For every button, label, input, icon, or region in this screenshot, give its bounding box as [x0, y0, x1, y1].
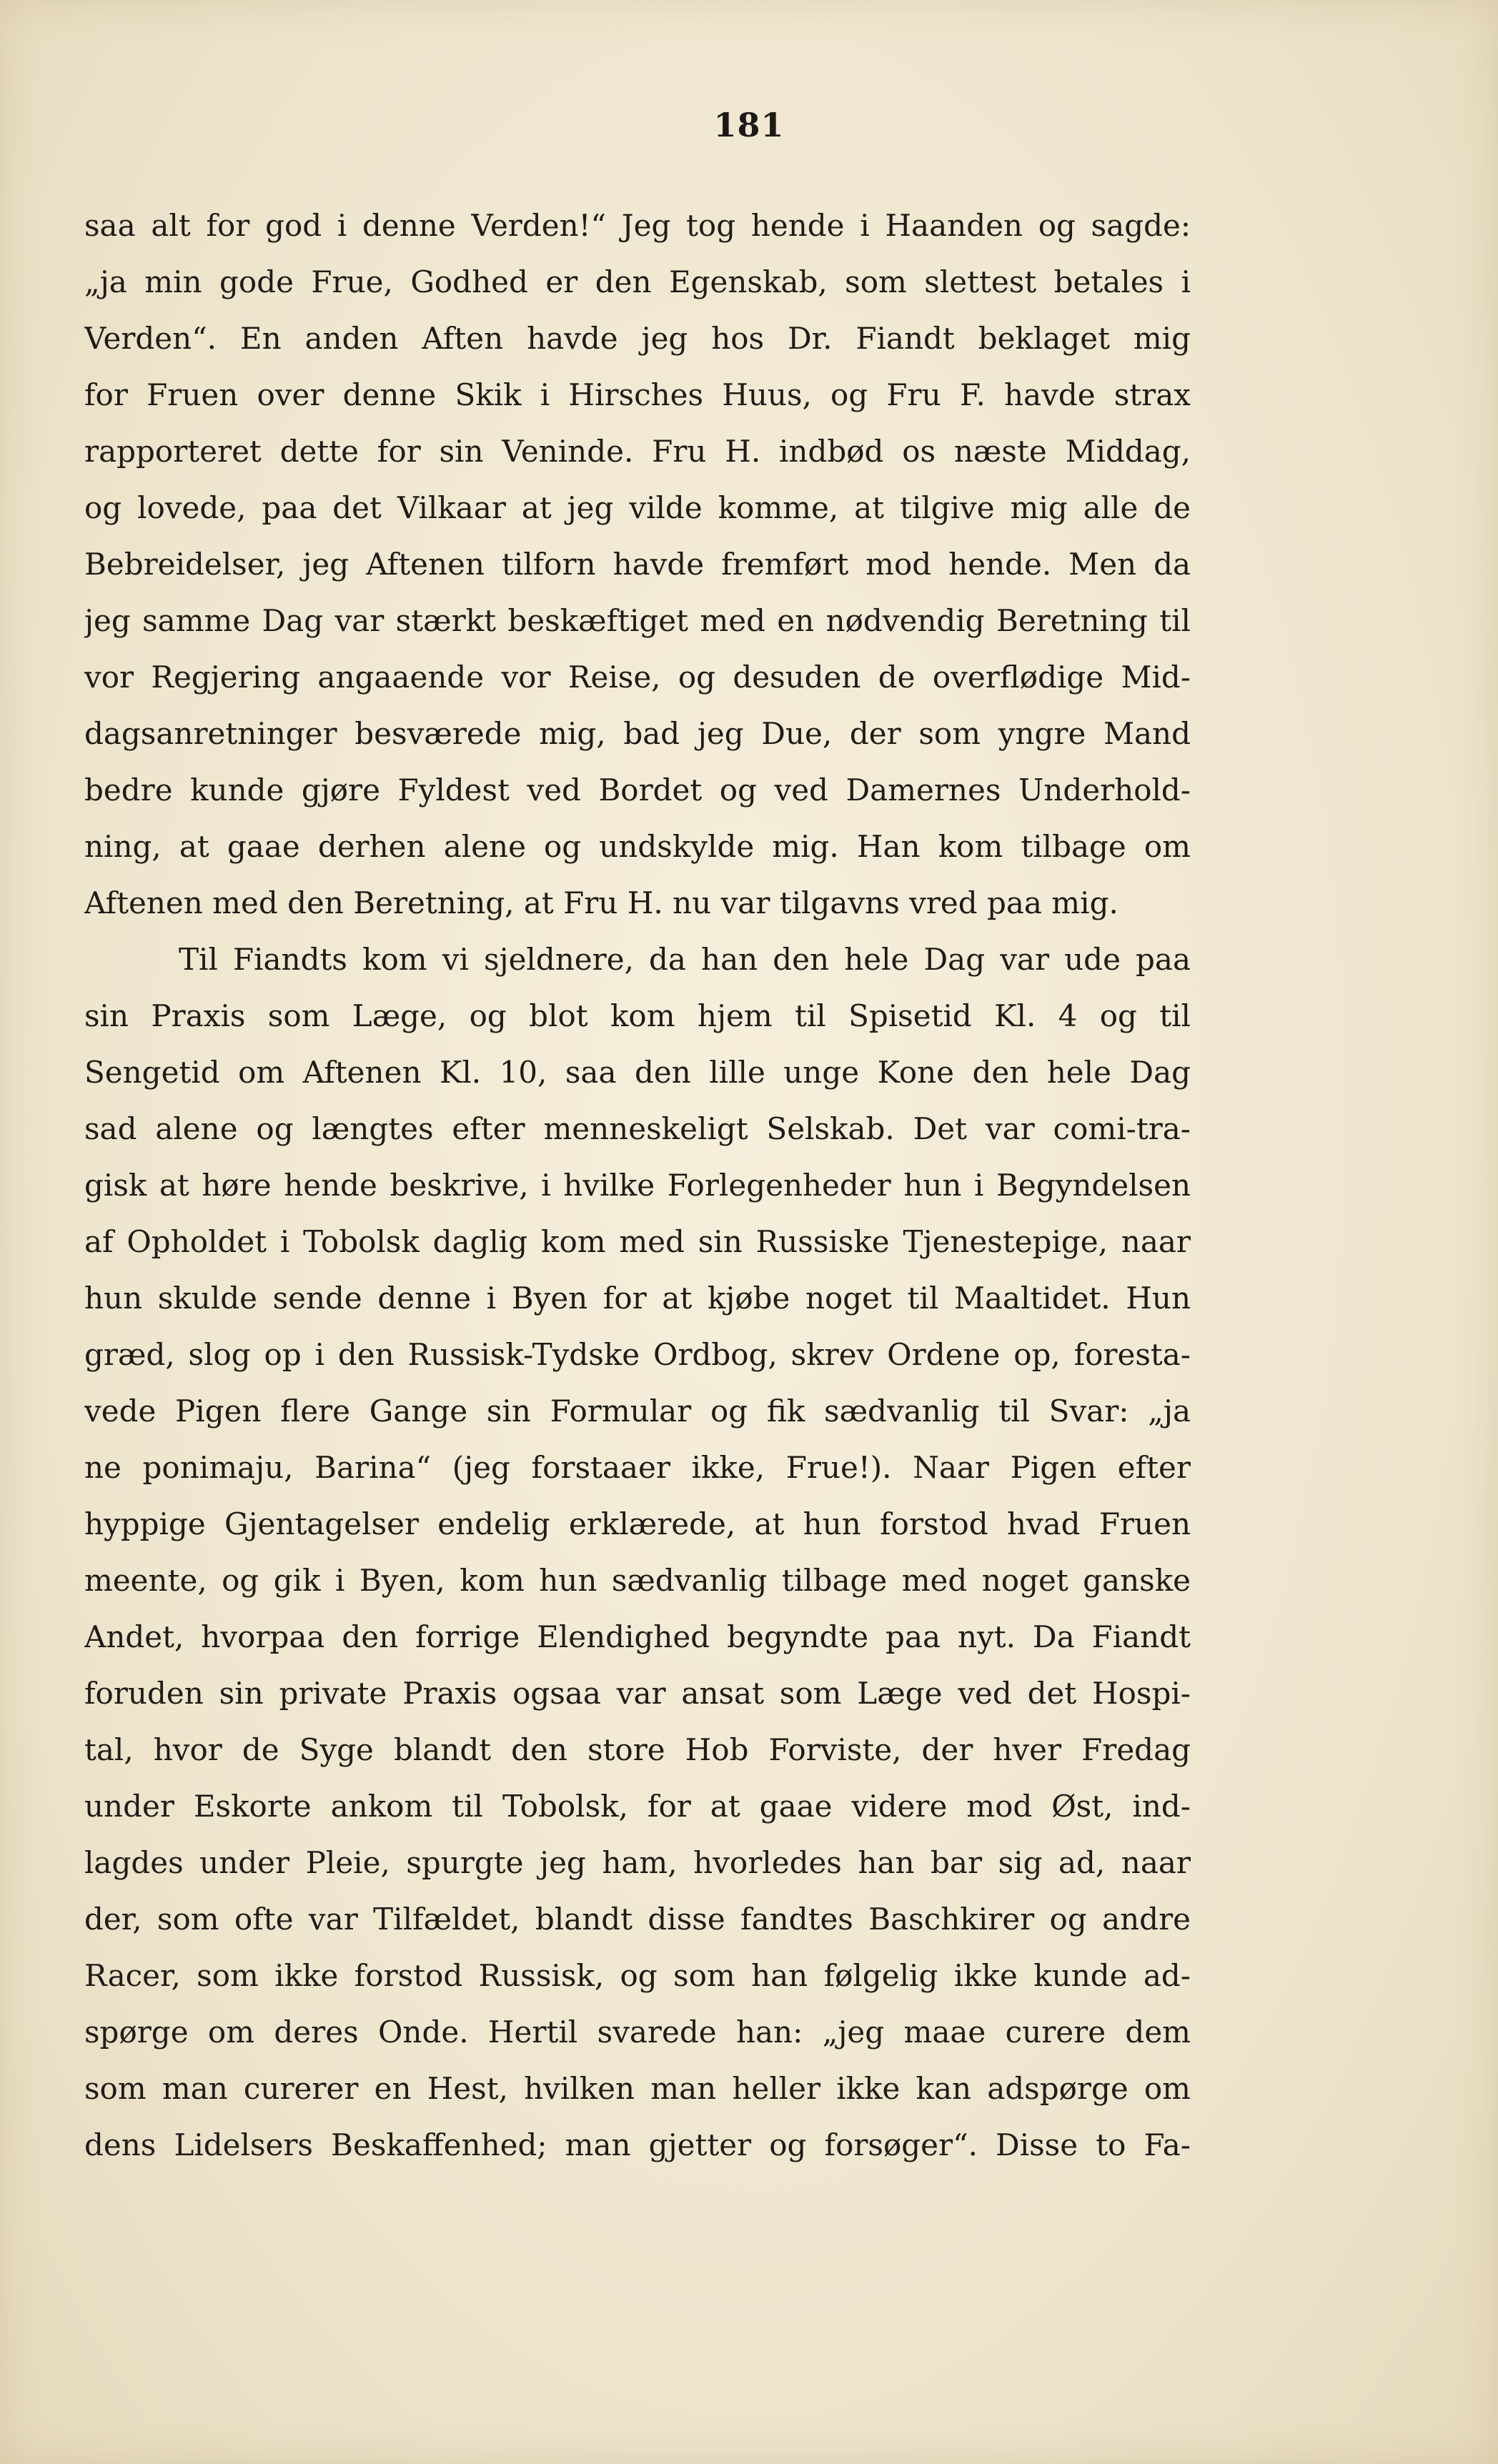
- body-text: [84, 197, 1191, 2173]
- text-line: under Eskorte ankom til Tobolsk, for at gaae videre mod Øst, ind-: [84, 1789, 1191, 1824]
- text-line: foruden sin private Praxis ogsaa var ansat som Læge ved det Hospi-: [84, 1676, 1191, 1711]
- text-line: rapporteret dette for sin Veninde. Fru H. indbød os næste Middag,: [84, 434, 1191, 469]
- text-line: græd, slog op i den Russisk-Tydske Ordbog, skrev Ordene op, foresta-: [84, 1337, 1191, 1372]
- text-line: Aftenen med den Beretning, at Fru H. nu var tilgavns vred paa mig.: [84, 885, 1118, 920]
- text-line: dagsanretninger besværede mig, bad jeg Due, der som yngre Mand: [84, 716, 1191, 751]
- text-line: Andet, hvorpaa den forrige Elendighed begyndte paa nyt. Da Fiandt: [84, 1619, 1191, 1654]
- text-line: jeg samme Dag var stærkt beskæftiget med en nødvendig Beretning til: [84, 603, 1191, 638]
- text-line: sin Praxis som Læge, og blot kom hjem til Spisetid Kl. 4 og til: [84, 998, 1191, 1033]
- text-line: vor Regjering angaaende vor Reise, og desuden de overflødige Mid-: [84, 660, 1191, 695]
- text-line: af Opholdet i Tobolsk daglig kom med sin Russiske Tjenestepige, naar: [84, 1224, 1191, 1259]
- text-line: for Fruen over denne Skik i Hirsches Huus, og Fru F. havde strax: [84, 377, 1191, 412]
- text-line: „ja min gode Frue, Godhed er den Egenskab, som slettest betales i: [84, 264, 1191, 299]
- text-line: vede Pigen flere Gange sin Formular og fik sædvanlig til Svar: „ja: [84, 1394, 1191, 1429]
- text-line: ne ponimaju, Barina“ (jeg forstaaer ikke, Frue!). Naar Pigen efter: [84, 1450, 1191, 1485]
- text-line: meente, og gik i Byen, kom hun sædvanlig tilbage med noget ganske: [84, 1563, 1191, 1598]
- text-line: bedre kunde gjøre Fyldest ved Bordet og ved Damernes Underhold-: [84, 773, 1191, 808]
- text-line: Racer, som ikke forstod Russisk, og som han følgelig ikke kunde ad-: [84, 1958, 1191, 1993]
- text-line: og lovede, paa det Vilkaar at jeg vilde komme, at tilgive mig alle de: [84, 490, 1191, 525]
- text-line: hyppige Gjentagelser endelig erklærede, at hun forstod hvad Fruen: [84, 1506, 1191, 1541]
- text-line: lagdes under Pleie, spurgte jeg ham, hvorledes han bar sig ad, naar: [84, 1845, 1191, 1880]
- text-line: der, som ofte var Tilfældet, blandt disse fandtes Baschkirer og andre: [84, 1902, 1191, 1937]
- text-line: Sengetid om Aftenen Kl. 10, saa den lille unge Kone den hele Dag: [84, 1055, 1191, 1090]
- text-line: ning, at gaae derhen alene og undskylde mig. Han kom tilbage om: [84, 829, 1191, 864]
- text-line: sad alene og længtes efter menneskeligt Selskab. Det var comi-tra-: [84, 1111, 1191, 1146]
- text-line: gisk at høre hende beskrive, i hvilke Forlegenheder hun i Begyndelsen: [84, 1168, 1191, 1203]
- paragraph-first-line: Til Fiandts kom vi sjeldnere, da han den hele Dag var ude paa: [179, 942, 1191, 977]
- text-line: dens Lidelsers Beskaffenhed; man gjetter og forsøger“. Disse to Fa-: [84, 2127, 1191, 2162]
- text-line: som man curerer en Hest, hvilken man heller ikke kan adspørge om: [84, 2071, 1191, 2106]
- text-line: tal, hvor de Syge blandt den store Hob Forviste, der hver Fredag: [84, 1732, 1191, 1767]
- text-line: hun skulde sende denne i Byen for at kjøbe noget til Maaltidet. Hun: [84, 1281, 1191, 1316]
- page-number: 181: [713, 106, 785, 144]
- text-line: spørge om deres Onde. Hertil svarede han: „jeg maae curere dem: [84, 2015, 1191, 2050]
- text-line: Bebreidelser, jeg Aftenen tilforn havde fremført mod hende. Men da: [84, 547, 1191, 582]
- text-line: Verden“. En anden Aften havde jeg hos Dr. Fiandt beklaget mig: [84, 321, 1191, 356]
- text-line: saa alt for god i denne Verden!“ Jeg tog hende i Haanden og sagde:: [84, 208, 1191, 243]
